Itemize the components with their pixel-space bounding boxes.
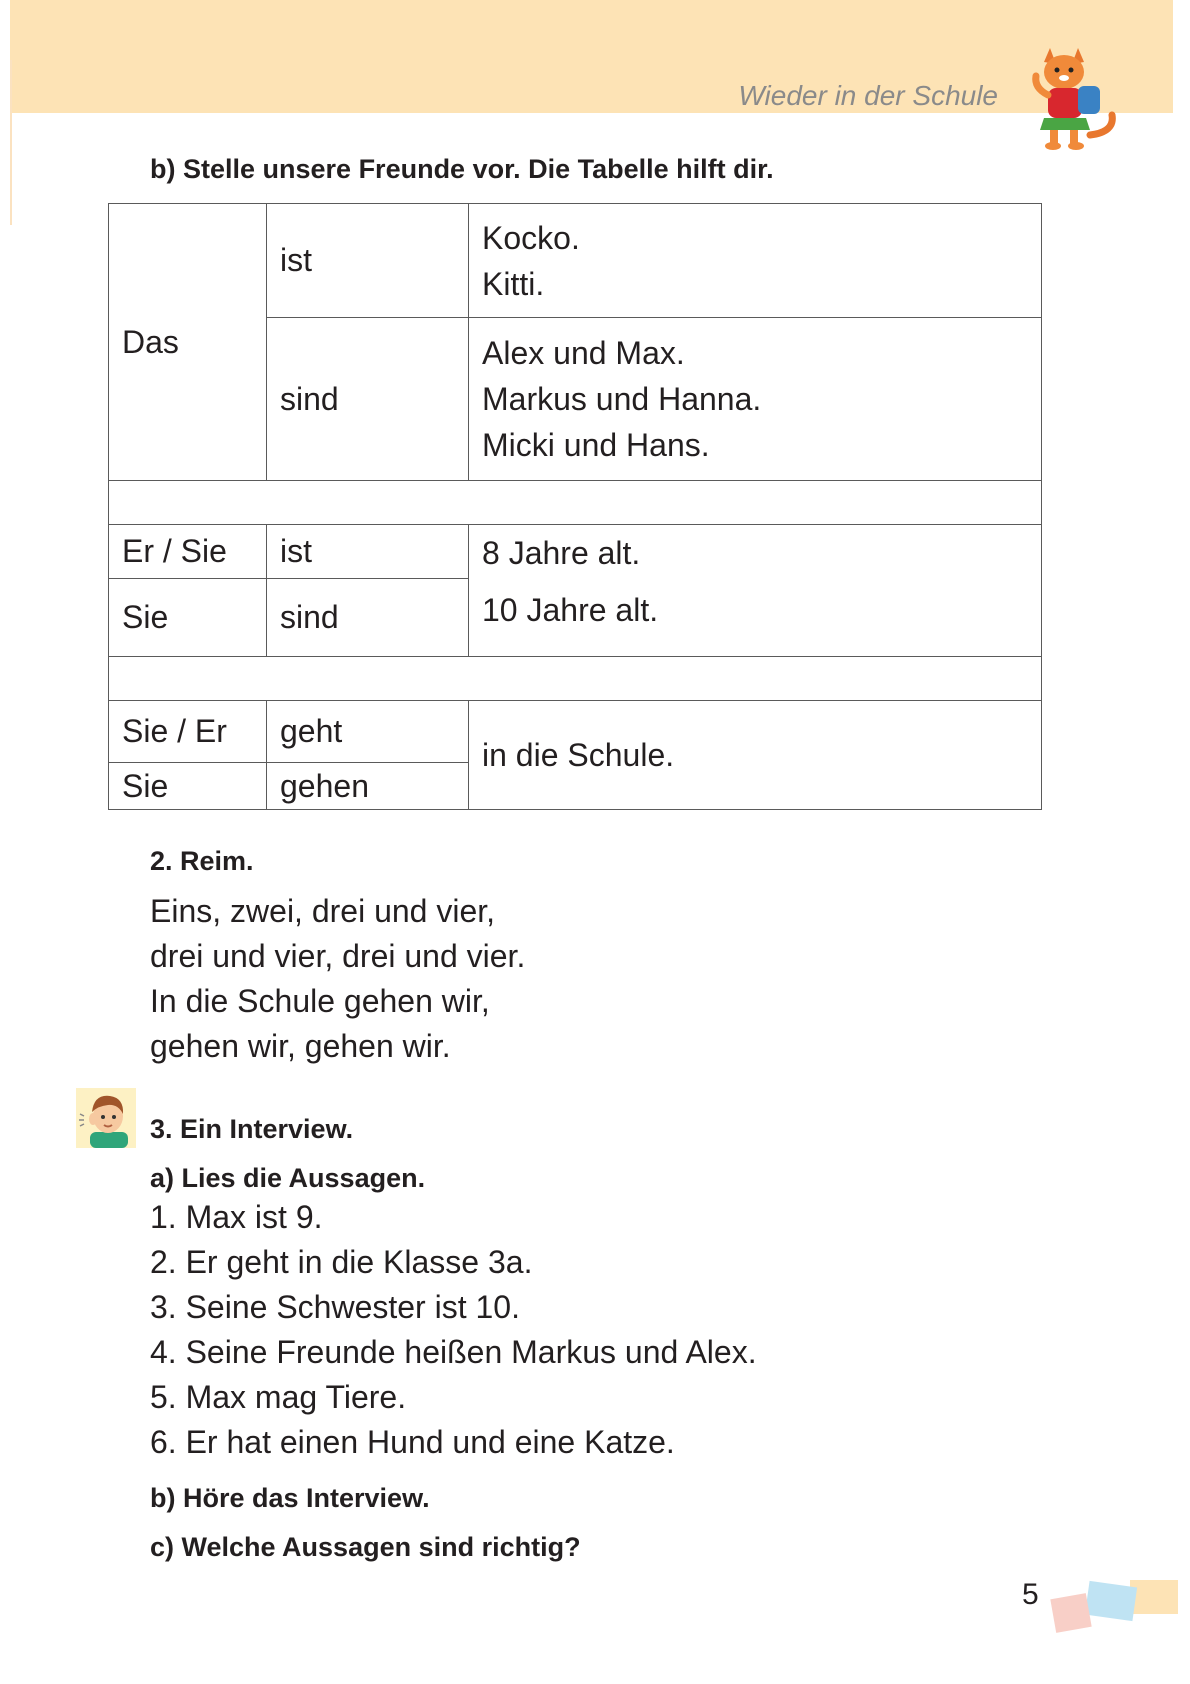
school-subject-cell: Sie / Er (109, 701, 267, 763)
interview-sub-a: a) Lies die Aussagen. (150, 1163, 426, 1193)
name-item: Kocko. (482, 219, 580, 256)
age-item: 8 Jahre alt. (482, 535, 641, 571)
name-item: Alex und Max. (482, 335, 685, 371)
school-subject-cell: Sie (109, 763, 267, 810)
cat-mascot-icon (1020, 40, 1120, 155)
header-band (10, 0, 1173, 113)
rhyme-line: In die Schule gehen wir, (150, 983, 490, 1019)
interview-heading: 3. Ein Interview. (150, 1114, 354, 1144)
reim-heading: 2. Reim. (150, 846, 254, 876)
school-verb-cell: gehen (267, 763, 469, 810)
ist-names-cell (469, 204, 1042, 318)
name-item: Kitti. (482, 265, 545, 302)
age-verb-cell: sind (267, 579, 469, 657)
age-verb-cell: ist (267, 525, 469, 579)
task-b-heading: b) Stelle unsere Freunde vor. Die Tabelle hilft dir. (150, 154, 774, 184)
statement-item: 5. Max mag Tiere. (150, 1379, 407, 1415)
statement-item: 4. Seine Freunde heißen Markus und Alex. (150, 1334, 757, 1370)
statement-item: 2. Er geht in die Klasse 3a. (150, 1244, 533, 1280)
statement-item: 1. Max ist 9. (150, 1199, 323, 1235)
sind-names-cell (469, 318, 1042, 481)
interview-sub-b: b) Höre das Interview. (150, 1483, 430, 1513)
rhyme-line: Eins, zwei, drei und vier, (150, 893, 496, 929)
age-subject-cell: Sie (109, 579, 267, 657)
ist-cell: ist (267, 204, 469, 318)
statement-item: 6. Er hat einen Hund und eine Katze. (150, 1424, 675, 1460)
name-item: Micki und Hans. (482, 427, 710, 463)
name-item: Markus und Hanna. (482, 381, 762, 417)
spacer-row (109, 657, 1042, 701)
age-item: 10 Jahre alt. (482, 592, 659, 628)
rhyme-line: drei und vier, drei und vier. (150, 938, 526, 974)
boy-listening-icon (76, 1088, 136, 1148)
school-object-cell: in die Schule. (469, 701, 1042, 810)
interview-sub-c: c) Welche Aussagen sind richtig? (150, 1532, 581, 1562)
das-cell: Das (109, 204, 267, 481)
sind-cell: sind (267, 318, 469, 481)
chapter-title: Wieder in der Schule (738, 80, 998, 111)
rhyme-line: gehen wir, gehen wir. (150, 1028, 451, 1064)
statement-item: 3. Seine Schwester ist 10. (150, 1289, 520, 1325)
page-number: 5 (1022, 1578, 1039, 1611)
grammar-table (108, 203, 1042, 810)
ages-cell (469, 525, 1042, 657)
corner-decoration (1035, 1568, 1180, 1638)
left-margin-line (10, 60, 12, 225)
age-subject-cell: Er / Sie (109, 525, 267, 579)
school-verb-cell: geht (267, 701, 469, 763)
spacer-row (109, 481, 1042, 525)
